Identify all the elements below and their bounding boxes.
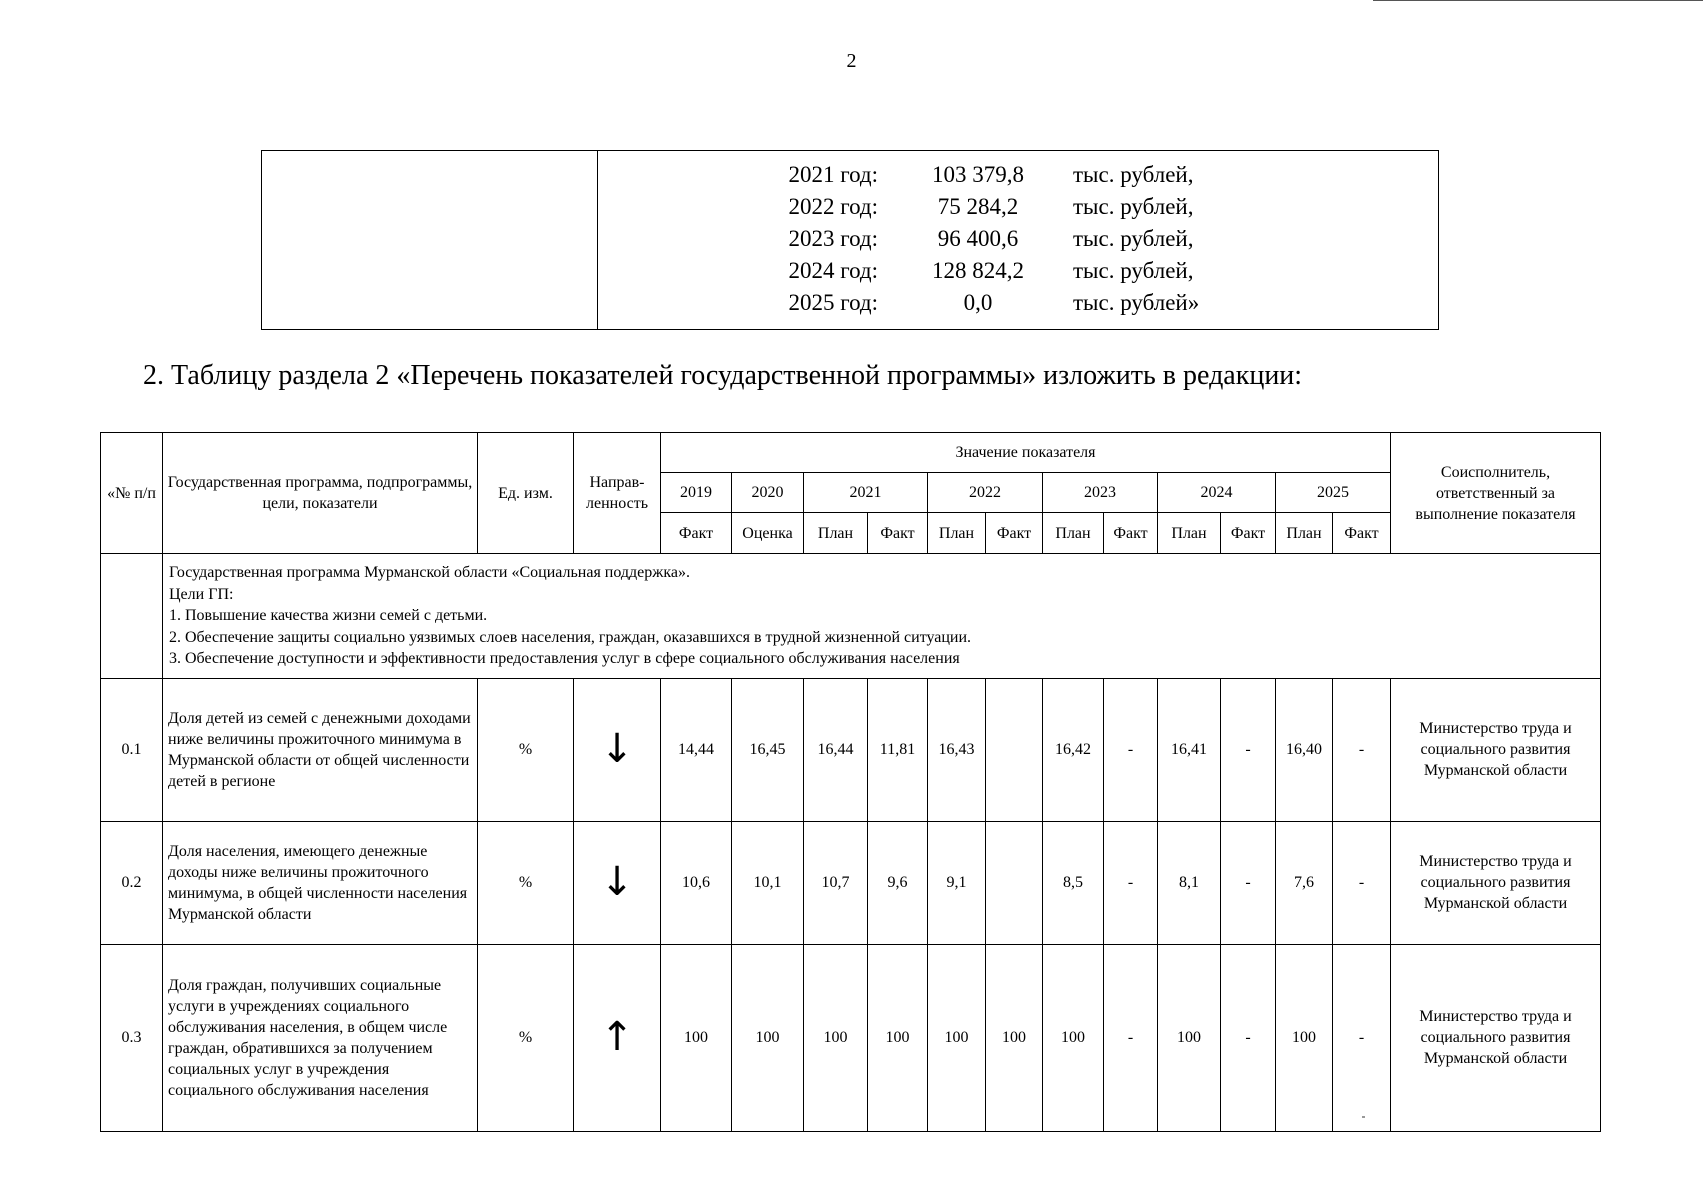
funding-unit: тыс. рублей, — [1073, 226, 1194, 251]
value-cell: 100 — [986, 944, 1043, 1131]
value-cell: - — [1333, 678, 1391, 821]
funding-unit: тыс. рублей, — [1073, 162, 1194, 187]
header-sub: План — [1043, 513, 1104, 554]
table-row — [101, 678, 1601, 821]
row-num: 0.3 — [101, 944, 163, 1131]
header-year: 2019 — [661, 473, 732, 513]
indicators-table — [100, 432, 1601, 1132]
funding-box — [261, 150, 1439, 330]
funding-unit: тыс. рублей, — [1073, 194, 1194, 219]
value-cell — [986, 821, 1043, 944]
value-cell: - — [1104, 821, 1158, 944]
header-executor: Соисполнитель, ответственный за выполнение показателя — [1391, 433, 1601, 554]
header-sub: План — [928, 513, 986, 554]
executor-cell: Министерство труда и социального развития Мурманской области — [1391, 821, 1601, 944]
funding-year: 2024 год: — [788, 258, 878, 283]
funding-year: 2025 год: — [788, 290, 878, 315]
funding-row — [598, 287, 1438, 319]
value-cell: 11,81 — [868, 678, 928, 821]
header-year: 2023 — [1043, 473, 1158, 513]
value-cell: 16,44 — [804, 678, 868, 821]
scan-edge-line — [1373, 0, 1703, 1]
header-year: 2025 — [1276, 473, 1391, 513]
value-cell: 9,1 — [928, 821, 986, 944]
value-cell: 100 — [1043, 944, 1104, 1131]
value-cell: - — [1104, 944, 1158, 1131]
funding-year: 2022 год: — [788, 194, 878, 219]
funding-amount: 0,0 — [963, 290, 993, 315]
funding-amount: 96 400,6 — [937, 226, 1019, 251]
funding-row — [598, 159, 1438, 191]
header-sub: Оценка — [732, 513, 804, 554]
funding-unit: тыс. рублей» — [1073, 290, 1200, 315]
funding-year: 2023 год: — [788, 226, 878, 251]
goal-cell — [163, 554, 1601, 679]
header-sub: План — [1276, 513, 1333, 554]
value-cell: 7,6 — [1276, 821, 1333, 944]
value-cell: - — [1104, 678, 1158, 821]
header-sub: Факт — [1221, 513, 1276, 554]
value-cell — [986, 678, 1043, 821]
value-cell: 16,45 — [732, 678, 804, 821]
funding-values-cell — [598, 151, 1438, 329]
funding-amount: 75 284,2 — [937, 194, 1019, 219]
value-cell: - — [1221, 678, 1276, 821]
header-year: 2021 — [804, 473, 928, 513]
funding-amount: 103 379,8 — [932, 162, 1024, 187]
header-sub: Факт — [1333, 513, 1391, 554]
page-number: 2 — [846, 50, 857, 72]
row-num: 0.2 — [101, 821, 163, 944]
table-row — [101, 821, 1601, 944]
header-sub: Факт — [986, 513, 1043, 554]
goal-line: Цели ГП: — [169, 585, 234, 603]
funding-unit: тыс. рублей, — [1073, 258, 1194, 283]
value-cell: 16,41 — [1158, 678, 1221, 821]
indicator-name: Доля детей из семей с денежными доходами ниже величины прожиточного минимума в Мурманской области от общей численности детей в регионе — [163, 678, 478, 821]
header-row — [101, 433, 1601, 473]
header-year: 2022 — [928, 473, 1043, 513]
value-cell: 100 — [661, 944, 732, 1131]
value-cell: 10,7 — [804, 821, 868, 944]
direction-arrow-icon: ↓ — [574, 821, 661, 944]
section-heading: 2. Таблицу раздела 2 «Перечень показателей государственной программы» изложить в редакции: — [143, 360, 1303, 391]
header-program: Государственная программа, подпрограммы, цели, показатели — [163, 433, 478, 554]
value-cell: 100 — [804, 944, 868, 1131]
indicator-unit: % — [478, 944, 574, 1131]
header-num: «№ п/п — [101, 433, 163, 554]
goal-line: 2. Обеспечение защиты социально уязвимых слоев населения, граждан, оказавшихся в трудной жизненной ситуации. — [169, 628, 972, 646]
goal-line: 1. Повышение качества жизни семей с детьми. — [169, 607, 488, 624]
row-num: 0.1 — [101, 678, 163, 821]
goal-line: Государственная программа Мурманской области «Социальная поддержка». — [169, 564, 690, 581]
header-sub: Факт — [661, 513, 732, 554]
indicator-name: Доля граждан, получивших социальные услуги в учреждениях социального обслуживания населения, в общем числе граждан, обратившихся за получением социальных услуг в учреждения социального обслуживания населения — [163, 944, 478, 1131]
header-year: 2024 — [1158, 473, 1276, 513]
header-unit: Ед. изм. — [478, 433, 574, 554]
goal-row — [101, 554, 1601, 679]
scan-artifact — [1362, 1116, 1365, 1118]
executor-cell: Министерство труда и социального развития Мурманской области — [1391, 944, 1601, 1131]
direction-arrow-icon: ↓ — [574, 678, 661, 821]
value-cell: 100 — [868, 944, 928, 1131]
header-sub: План — [1158, 513, 1221, 554]
value-cell: 16,40 — [1276, 678, 1333, 821]
indicator-name: Доля населения, имеющего денежные доходы ниже величины прожиточного минимума, в общей численности населения Мурманской области — [163, 821, 478, 944]
funding-row — [598, 223, 1438, 255]
value-cell: 14,44 — [661, 678, 732, 821]
value-cell: - — [1221, 944, 1276, 1131]
value-cell: 8,1 — [1158, 821, 1221, 944]
value-cell: - — [1333, 944, 1391, 1131]
value-cell: 100 — [1158, 944, 1221, 1131]
header-value: Значение показателя — [661, 433, 1391, 473]
indicator-unit: % — [478, 821, 574, 944]
value-cell: 100 — [1276, 944, 1333, 1131]
header-sub: План — [804, 513, 868, 554]
header-sub: Факт — [1104, 513, 1158, 554]
value-cell: 16,42 — [1043, 678, 1104, 821]
funding-year: 2021 год: — [788, 162, 878, 187]
value-cell: - — [1221, 821, 1276, 944]
table-row — [101, 944, 1601, 1131]
goal-num-cell — [101, 554, 163, 679]
value-cell: 10,6 — [661, 821, 732, 944]
funding-label-cell — [262, 151, 598, 329]
header-year: 2020 — [732, 473, 804, 513]
value-cell: 10,1 — [732, 821, 804, 944]
goal-line: 3. Обеспечение доступности и эффективности предоставления услуг в сфере социального обслуживания населения — [169, 650, 960, 667]
direction-arrow-icon: ↑ — [574, 944, 661, 1131]
value-cell: 100 — [732, 944, 804, 1131]
value-cell: - — [1333, 821, 1391, 944]
funding-row — [598, 191, 1438, 223]
header-sub: Факт — [868, 513, 928, 554]
value-cell: 16,43 — [928, 678, 986, 821]
value-cell: 100 — [928, 944, 986, 1131]
funding-row — [598, 255, 1438, 287]
executor-cell: Министерство труда и социального развития Мурманской области — [1391, 678, 1601, 821]
value-cell: 9,6 — [868, 821, 928, 944]
header-direction: Направ-ленность — [574, 433, 661, 554]
value-cell: 8,5 — [1043, 821, 1104, 944]
funding-amount: 128 824,2 — [932, 258, 1024, 283]
indicator-unit: % — [478, 678, 574, 821]
